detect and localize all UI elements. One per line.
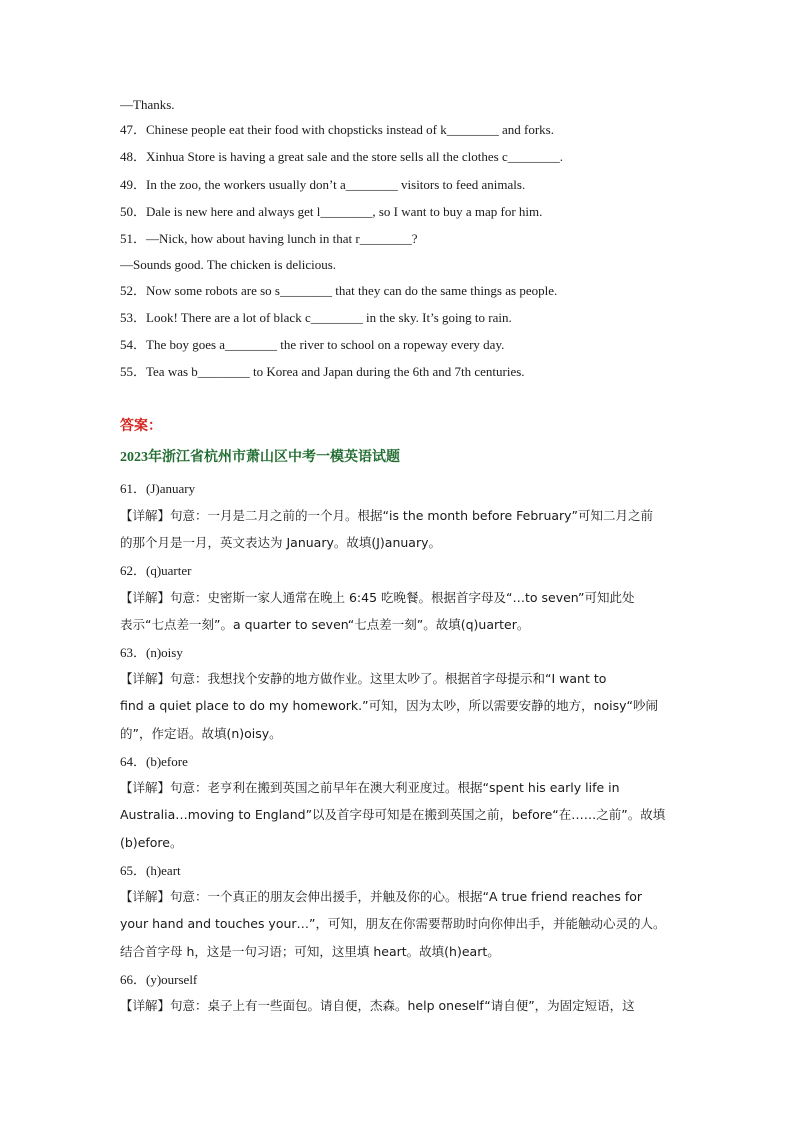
question-54: 54．The boy goes a________ the river to school on a ropeway every day. <box>120 337 505 352</box>
explanation-line: 【详解】句意：我想找个安静的地方做作业。这里太吵了。根据首字母提示和“I want to <box>120 671 607 686</box>
explanation-line: (b)efore。 <box>120 835 183 850</box>
question-47: 47．Chinese people eat their food with chopsticks instead of k________ and forks. <box>120 122 554 137</box>
question-51-reply: —Sounds good. The chicken is delicious. <box>120 257 337 272</box>
explanation-line: 结合首字母 h，这是一句习语；可知，这里填 heart。故填(h)eart。 <box>120 944 500 959</box>
explanation-line: 【详解】句意：一月是二月之前的一个月。根据“is the month before February”可知二月之前 <box>120 508 654 523</box>
answer-66: 66．(y)ourself <box>120 972 198 987</box>
answer-62: 62．(q)uarter <box>120 563 192 578</box>
explanation-line: 【详解】句意：史密斯一家人通常在晚上 6:45 吃晚餐。根据首字母及“…to seven”可知此处 <box>120 590 635 605</box>
answers-heading: 2023年浙江省杭州市萧山区中考一模英语试题 <box>120 450 400 465</box>
answer-63: 63．(n)oisy <box>120 645 183 660</box>
answer-64: 64．(b)efore <box>120 754 188 769</box>
question-49: 49．In the zoo, the workers usually don’t a________ visitors to feed animals. <box>120 177 526 192</box>
question-46-reply: —Thanks. <box>120 97 175 112</box>
explanation-line: 【详解】句意：老亨利在搬到英国之前早年在澳大利亚度过。根据“spent his early life in <box>120 780 620 795</box>
explanation-line: find a quiet place to do my homework.”可知，因为太吵，所以需要安静的地方，noisy“吵闹 <box>120 698 659 713</box>
answer-61: 61．(J)anuary <box>120 481 196 496</box>
explanation-line: Australia…moving to England”以及首字母可知是在搬到英国之前，before“在……之前”。故填 <box>120 807 666 822</box>
question-51: 51．—Nick, how about having lunch in that r________? <box>120 231 418 246</box>
question-48: 48．Xinhua Store is having a great sale and the store sells all the clothes c________. <box>120 149 563 164</box>
explanation-line: your hand and touches your…”，可知，朋友在你需要帮助时向你伸出手，并能触动心灵的人。 <box>120 916 666 931</box>
answers-label: 答案： <box>120 419 162 434</box>
explanation-line: 表示“七点差一刻”。a quarter to seven“七点差一刻”。故填(q)uarter。 <box>120 617 530 632</box>
explanation-line: 的那个月是一月，英文表达为 January。故填(J)anuary。 <box>120 535 442 550</box>
answer-65: 65．(h)eart <box>120 863 181 878</box>
question-53: 53．Look! There are a lot of black c________ in the sky. It’s going to rain. <box>120 310 512 325</box>
question-52: 52．Now some robots are so s________ that they can do the same things as people. <box>120 283 558 298</box>
explanation-line: 【详解】句意：桌子上有一些面包。请自便，杰森。help oneself“请自便”，为固定短语，这 <box>120 998 635 1013</box>
question-50: 50．Dale is new here and always get l________, so I want to buy a map for him. <box>120 204 543 219</box>
explanation-line: 【详解】句意：一个真正的朋友会伸出援手，并触及你的心。根据“A true friend reaches for <box>120 889 643 904</box>
question-55: 55．Tea was b________ to Korea and Japan during the 6th and 7th centuries. <box>120 364 525 379</box>
explanation-line: 的”，作定语。故填(n)oisy。 <box>120 726 282 741</box>
